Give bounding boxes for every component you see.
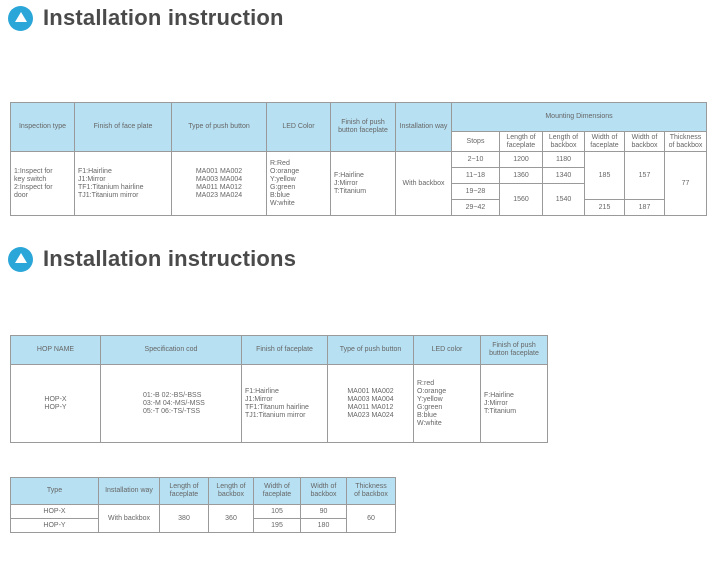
header-thickness: Thickness of backbox bbox=[347, 478, 396, 505]
cell-width-faceplate-a: 185 bbox=[585, 152, 625, 200]
cell-length-backbox: 360 bbox=[209, 505, 254, 533]
header-width-backbox: Width of backbox bbox=[301, 478, 347, 505]
cell-width-faceplate: 105 bbox=[254, 505, 301, 519]
header-spec-code: Specification cod bbox=[101, 336, 242, 365]
header-width-faceplate: Width of faceplate bbox=[254, 478, 301, 505]
cell-length-faceplate: 1360 bbox=[500, 168, 543, 184]
cell-installation-way: With backbox bbox=[396, 152, 452, 216]
cell-hop-name: HOP-X HOP-Y bbox=[11, 365, 101, 443]
cell-stops: 29~42 bbox=[452, 200, 500, 216]
hop-dimensions-table bbox=[10, 477, 396, 533]
cell-length-faceplate: 380 bbox=[160, 505, 209, 533]
cell-length-faceplate-merged: 1560 bbox=[500, 184, 543, 216]
cell-length-backbox: 1340 bbox=[543, 168, 585, 184]
header-finish-faceplate: Finish of faceplate bbox=[242, 336, 328, 365]
header-hop-name: HOP NAME bbox=[11, 336, 101, 365]
cell-stops: 11~18 bbox=[452, 168, 500, 184]
cell-width-faceplate: 195 bbox=[254, 519, 301, 533]
section-title-1: Installation instruction bbox=[43, 5, 284, 30]
cell-installation-way: With backbox bbox=[99, 505, 160, 533]
header-push-button: Type of push button bbox=[328, 336, 414, 365]
header-mounting-dimensions: Mounting Dimensions bbox=[452, 103, 707, 132]
cell-stops: 19~28 bbox=[452, 184, 500, 200]
subheader-width-faceplate: Width of faceplate bbox=[585, 132, 625, 152]
cell-type: HOP-X bbox=[11, 505, 99, 519]
triangle-up-icon bbox=[8, 6, 33, 31]
cell-length-backbox-merged: 1540 bbox=[543, 184, 585, 216]
subheader-length-faceplate: Length of faceplate bbox=[500, 132, 543, 152]
header-led-color: LED Color bbox=[267, 103, 331, 152]
header-finish-push-button: Finish of push button faceplate bbox=[481, 336, 548, 365]
cell-push-button: MA001 MA002 MA003 MA004 MA011 MA012 MA023 MA024 bbox=[328, 365, 414, 443]
cell-length-faceplate: 1200 bbox=[500, 152, 543, 168]
cell-width-backbox: 180 bbox=[301, 519, 347, 533]
subheader-length-backbox: Length of backbox bbox=[543, 132, 585, 152]
cell-width-backbox-a: 157 bbox=[625, 152, 665, 200]
cell-stops: 2~10 bbox=[452, 152, 500, 168]
cell-inspection-type: 1:Inspect for key switch 2:Inspect for door bbox=[11, 152, 75, 216]
cell-finish-faceplate: F1:Hairline J1:Mirror TF1:Titanum hairline TJ1:Titanium mirror bbox=[242, 365, 328, 443]
triangle-up-icon bbox=[8, 247, 33, 272]
mounting-dimensions-table bbox=[10, 102, 707, 216]
cell-thickness: 60 bbox=[347, 505, 396, 533]
header-finish-faceplate: Finish of face plate bbox=[75, 103, 172, 152]
cell-type: HOP-Y bbox=[11, 519, 99, 533]
subheader-stops: Stops bbox=[452, 132, 500, 152]
cell-width-backbox-b: 187 bbox=[625, 200, 665, 216]
section-heading-1 bbox=[8, 5, 284, 31]
cell-push-button: MA001 MA002 MA003 MA004 MA011 MA012 MA023 MA024 bbox=[172, 152, 267, 216]
cell-finish-push-button: F:Hairline J:Mirror T:Titanium bbox=[481, 365, 548, 443]
subheader-thickness-backbox: Thickness of backbox bbox=[665, 132, 707, 152]
hop-specification-table bbox=[10, 335, 548, 443]
cell-width-faceplate-b: 215 bbox=[585, 200, 625, 216]
header-length-backbox: Length of backbox bbox=[209, 478, 254, 505]
cell-thickness: 77 bbox=[665, 152, 707, 216]
header-led-color: LED color bbox=[414, 336, 481, 365]
header-finish-push-button: Finish of push button faceplate bbox=[331, 103, 396, 152]
cell-led-color: R:Red O:orange Y:yellow G:green B:blue W:white bbox=[267, 152, 331, 216]
cell-length-backbox: 1180 bbox=[543, 152, 585, 168]
header-type: Type bbox=[11, 478, 99, 505]
section-heading-2 bbox=[8, 246, 296, 272]
cell-finish-faceplate: F1:Hairline J1:Mirror TF1:Titanium hairline TJ1:Titanium mirror bbox=[75, 152, 172, 216]
header-push-button: Type of push button bbox=[172, 103, 267, 152]
cell-width-backbox: 90 bbox=[301, 505, 347, 519]
header-installation-way: Installation way bbox=[99, 478, 160, 505]
cell-led-color: R:red O:orange Y:yellow G:green B:blue W:white bbox=[414, 365, 481, 443]
cell-finish-push-button: F:Hairline J:Mirror T:Titanium bbox=[331, 152, 396, 216]
header-inspection-type: Inspection type bbox=[11, 103, 75, 152]
subheader-width-backbox: Width of backbox bbox=[625, 132, 665, 152]
header-installation-way: Installation way bbox=[396, 103, 452, 152]
cell-spec-code: 01:-B 02:-BS/-BSS 03:-M 04:-MS/-MSS 05:-T 06:-TS/-TSS bbox=[101, 365, 242, 443]
header-length-faceplate: Length of faceplate bbox=[160, 478, 209, 505]
section-title-2: Installation instructions bbox=[43, 246, 297, 271]
